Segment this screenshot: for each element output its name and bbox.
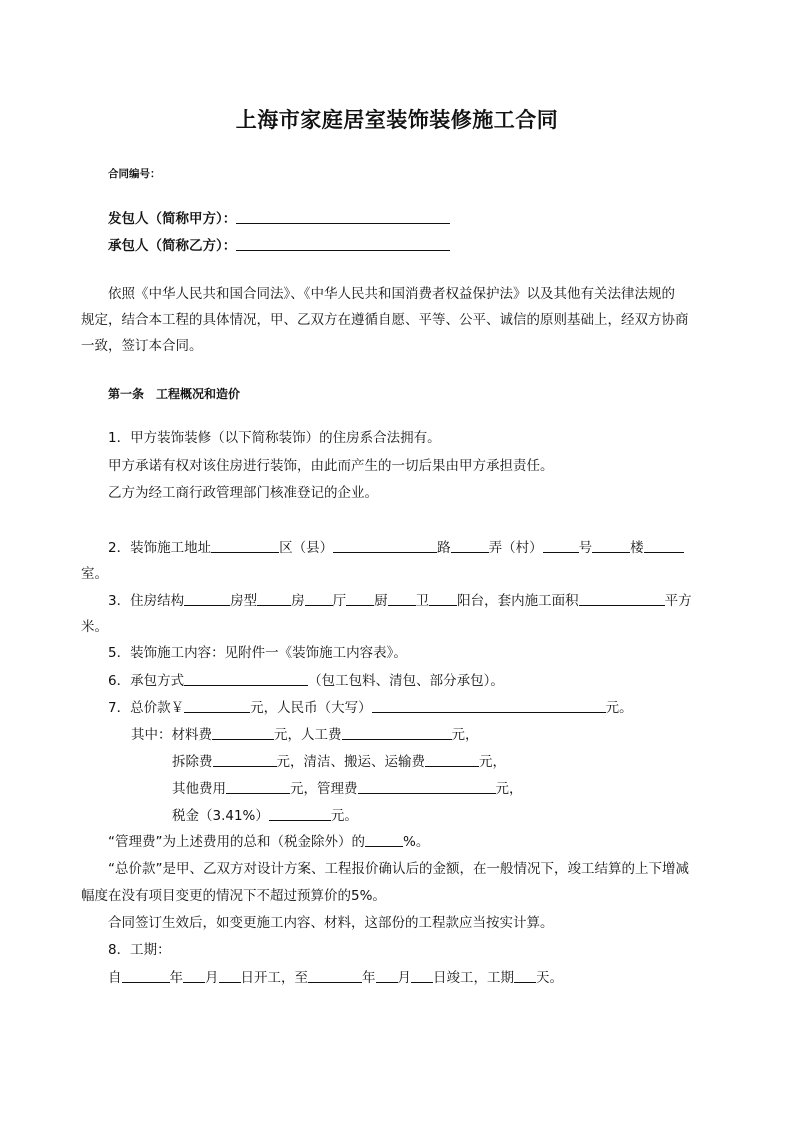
end-month-blank[interactable]	[376, 968, 398, 983]
schedule-line	[108, 968, 563, 988]
cleaning-blank[interactable]	[425, 752, 479, 767]
item-2-address	[108, 538, 684, 558]
item-2-cont: 室。	[81, 566, 108, 582]
party-b-field	[108, 236, 450, 256]
building-label: 楼	[630, 540, 644, 556]
preamble-line: 规定，结合本工程的具体情况，甲、乙双方在遵循自愿、平等、公平、诚信的原则基础上，经双方协商	[81, 312, 689, 328]
item-7-total	[108, 698, 633, 718]
total-note-line: 幅度在没有项目变更的情况下不超过预算价的5%。	[81, 888, 386, 904]
article-heading: 第一条 工程概况和造价	[108, 387, 241, 401]
item-5: 5．装饰施工内容：见附件一《装饰施工内容表》。	[108, 645, 407, 661]
management-fee-text: “管理费”为上述费用的总和（税金除外）的	[108, 834, 365, 850]
fee-row-materials	[131, 725, 479, 745]
other-fees-label: 其他费用	[172, 781, 226, 797]
management-blank[interactable]	[358, 779, 496, 794]
rooms-blank[interactable]	[257, 591, 291, 606]
fee-row-other	[172, 779, 523, 799]
yuan-label: 元。	[605, 700, 633, 716]
contract-type-label: 6．承包方式	[108, 673, 185, 689]
address-building-blank[interactable]	[592, 538, 630, 553]
total-uppercase-blank[interactable]	[372, 698, 606, 713]
percent-label: %。	[403, 834, 430, 850]
area-blank[interactable]	[579, 591, 665, 606]
contract-number-label: 合同编号：	[108, 168, 161, 180]
party-a-blank[interactable]	[236, 209, 450, 224]
page-title: 上海市家庭居室装饰装修施工合同	[235, 108, 559, 132]
materials-label: 其中：材料费	[131, 727, 212, 743]
start-month-blank[interactable]	[183, 968, 205, 983]
demolition-blank[interactable]	[213, 752, 277, 767]
halls-label: 厅	[332, 593, 347, 609]
tax-blank[interactable]	[269, 806, 331, 821]
item-3-cont: 米。	[81, 619, 108, 635]
year-label: 年	[169, 970, 183, 986]
area-unit: 平方	[664, 593, 692, 609]
party-b-blank[interactable]	[236, 236, 450, 251]
area-label: 阳台，套内施工面积	[457, 593, 579, 609]
rooms-label: 房	[291, 593, 305, 609]
item-1-line: 1．甲方装饰装修（以下简称装饰）的住房系合法拥有。	[108, 430, 441, 446]
item-8-label: 8．工期：	[108, 942, 171, 958]
days-label: 天。	[536, 970, 563, 986]
layout-label: 房型	[230, 593, 258, 609]
baths-label: 卫	[415, 593, 430, 609]
total-price-blank[interactable]	[184, 698, 250, 713]
preamble-line: 依照《中华人民共和国合同法》、《中华人民共和国消费者权益保护法》以及其他有关法律法规的	[108, 286, 675, 302]
change-note: 合同签订生效后，如变更施工内容、材料，这部份的工程款应当按实计算。	[108, 915, 554, 931]
total-uppercase-label: 元，人民币（大写）	[250, 700, 372, 716]
cleaning-label: 元，清洁、搬运、运输费	[276, 754, 425, 770]
materials-blank[interactable]	[212, 725, 274, 740]
structure-label: 3．住房结构	[108, 593, 185, 609]
month-label: 月	[397, 970, 411, 986]
fee-row-demolition	[172, 752, 506, 772]
address-road-blank[interactable]	[333, 538, 437, 553]
management-percent-blank[interactable]	[365, 832, 403, 847]
yuan-label: 元，	[479, 754, 506, 770]
baths-blank[interactable]	[388, 591, 416, 606]
item-6-contract-type	[108, 671, 504, 691]
labor-blank[interactable]	[342, 725, 452, 740]
start-label: 日开工，至	[240, 970, 308, 986]
management-fee-note	[108, 832, 429, 852]
month-label: 月	[205, 970, 219, 986]
yuan-label: 元。	[330, 808, 358, 824]
item-3-structure	[108, 591, 692, 611]
management-label: 元，管理费	[290, 781, 358, 797]
from-label: 自	[108, 970, 122, 986]
yuan-label: 元，	[495, 781, 523, 797]
structure-blank[interactable]	[184, 591, 230, 606]
number-label: 号	[578, 540, 593, 556]
preamble-line: 一致，签订本合同。	[81, 338, 203, 354]
tax-label: 税金（3.41%）	[172, 808, 269, 824]
year-label: 年	[362, 970, 376, 986]
total-note-line: “总价款”是甲、乙双方对设计方案、工程报价确认后的金额，在一般情况下，竣工结算的上下增减	[108, 861, 689, 877]
contract-type-options: （包工包料、清包、部分承包）。	[308, 673, 504, 689]
duration-blank[interactable]	[514, 968, 536, 983]
district-label: 区（县）	[279, 540, 334, 556]
other-fees-blank[interactable]	[226, 779, 290, 794]
labor-label: 元，人工费	[274, 727, 342, 743]
kitchens-label: 厨	[374, 593, 388, 609]
start-year-blank[interactable]	[122, 968, 170, 983]
start-day-blank[interactable]	[219, 968, 241, 983]
address-room-blank[interactable]	[644, 538, 684, 553]
party-a-label: 发包人（简称甲方）：	[108, 211, 237, 227]
address-label: 2．装饰施工地址	[108, 540, 212, 556]
address-district-blank[interactable]	[211, 538, 279, 553]
fee-row-tax	[172, 806, 358, 826]
end-day-blank[interactable]	[411, 968, 433, 983]
party-a-field	[108, 209, 450, 229]
party-b-label: 承包人（简称乙方）：	[108, 238, 237, 254]
kitchens-blank[interactable]	[346, 591, 374, 606]
end-year-blank[interactable]	[308, 968, 362, 983]
balconies-blank[interactable]	[429, 591, 457, 606]
address-lane-blank[interactable]	[451, 538, 489, 553]
item-1-line: 乙方为经工商行政管理部门核准登记的企业。	[108, 485, 378, 501]
address-number-blank[interactable]	[543, 538, 579, 553]
duration-label: 日竣工，工期	[433, 970, 514, 986]
total-price-label: 7．总价款￥	[108, 700, 185, 716]
contract-type-blank[interactable]	[184, 671, 308, 686]
halls-blank[interactable]	[305, 591, 333, 606]
yuan-label: 元，	[451, 727, 479, 743]
lane-label: 弄（村）	[488, 540, 543, 556]
road-label: 路	[437, 540, 451, 556]
demolition-label: 拆除费	[172, 754, 213, 770]
item-1-line: 甲方承诺有权对该住房进行装饰，由此而产生的一切后果由甲方承担责任。	[108, 458, 554, 474]
